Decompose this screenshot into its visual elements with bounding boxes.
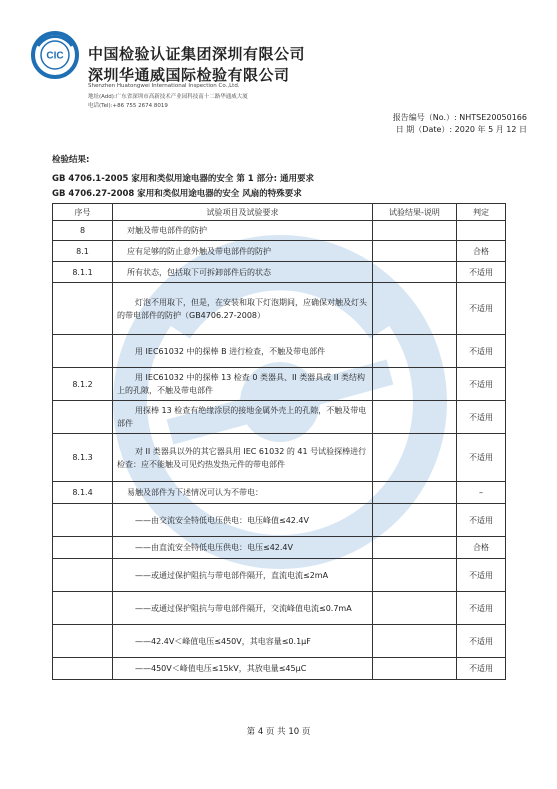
row-item: 所有状态，包括取下可拆卸部件后的状态: [113, 262, 373, 283]
table-row: [53, 559, 506, 592]
row-no: [53, 559, 113, 592]
row-judge: 合格: [457, 537, 506, 559]
row-judge: 不适用: [457, 401, 506, 434]
company-name-cn-1: 中国检验认证集团深圳有限公司: [88, 45, 306, 63]
table-row: [53, 335, 506, 368]
standard-2: GB 4706.27-2008 家用和类似用途电器的安全 风扇的特殊要求: [52, 189, 302, 199]
row-judge: 不适用: [457, 368, 506, 401]
company-address: 地址(Add):广东省深圳市高新技术产业园科技南十二路华通威大厦: [88, 94, 248, 100]
row-item: 灯泡不用取下，但是，在安装和取下灯泡期间，应确保对触及灯头的带电部件的防护（GB4706.27-2008）: [113, 283, 373, 335]
row-judge: 不适用: [457, 434, 506, 482]
row-result: [373, 559, 457, 592]
row-result: [373, 658, 457, 680]
company-name-cn-2: 深圳华通威国际检验有限公司: [88, 66, 290, 84]
table-row: [53, 221, 506, 241]
row-item: 对触及带电部件的防护: [113, 221, 373, 241]
standard-1: GB 4706.1-2005 家用和类似用途电器的安全 第 1 部分: 通用要求: [52, 174, 315, 184]
row-item: ——或通过保护阻抗与带电部件隔开，直流电流≤2mA: [113, 559, 373, 592]
row-judge: 不适用: [457, 559, 506, 592]
row-judge: [457, 221, 506, 241]
row-result: [373, 283, 457, 335]
row-item: 对 II 类器具以外的其它器具用 IEC 61032 的 41 号试验探棒进行检查：应不能触及可见灼热发热元件的带电部件: [113, 434, 373, 482]
row-result: [373, 335, 457, 368]
section-title: 检验结果:: [52, 155, 90, 165]
row-judge: 不适用: [457, 335, 506, 368]
header-judge: 判定: [457, 204, 506, 221]
table-row: [53, 401, 506, 434]
results-table: [52, 203, 506, 680]
header-no: 序号: [53, 204, 113, 221]
company-tel: 电话(Tel):+86 755 2674 8019: [88, 103, 168, 109]
row-result: [373, 482, 457, 504]
table-row: [53, 241, 506, 262]
row-result: [373, 504, 457, 537]
row-item: 易触及部件为下述情况可认为不带电：: [113, 482, 373, 504]
report-date: 日 期（Date）: 2020 年 5 月 12 日: [395, 125, 527, 134]
row-no: 8.1.1: [53, 262, 113, 283]
table-row: [53, 368, 506, 401]
row-no: 8.1.3: [53, 434, 113, 482]
row-no: [53, 401, 113, 434]
row-judge: 不适用: [457, 283, 506, 335]
row-no: [53, 537, 113, 559]
table-header-row: [53, 204, 506, 221]
table-row: [53, 592, 506, 625]
row-no: [53, 504, 113, 537]
row-judge: 不适用: [457, 592, 506, 625]
row-item: 用 IEC61032 中的探棒 13 检查 0 类器具、II 类器具或 II 类结构上的孔隙，不触及带电部件: [113, 368, 373, 401]
row-judge: 不适用: [457, 504, 506, 537]
row-no: [53, 335, 113, 368]
row-judge: 不适用: [457, 625, 506, 658]
row-result: [373, 401, 457, 434]
cic-logo-icon: [30, 30, 80, 80]
row-no: 8.1.4: [53, 482, 113, 504]
header-item: 试验项目及试验要求: [113, 204, 373, 221]
table-row: [53, 625, 506, 658]
row-result: [373, 262, 457, 283]
row-result: [373, 368, 457, 401]
row-judge: –: [457, 482, 506, 504]
row-no: 8: [53, 221, 113, 241]
table-row: [53, 658, 506, 680]
row-no: 8.1: [53, 241, 113, 262]
row-result: [373, 592, 457, 625]
row-no: [53, 625, 113, 658]
row-result: [373, 221, 457, 241]
row-item: ——42.4V＜峰值电压≤450V，其电容量≤0.1μF: [113, 625, 373, 658]
row-result: [373, 537, 457, 559]
header-result: 试验结果-说明: [373, 204, 457, 221]
row-item: 用探棒 13 检查有绝缘涂层的接地金属外壳上的孔隙，不触及带电部件: [113, 401, 373, 434]
row-judge: 不适用: [457, 658, 506, 680]
table-row: [53, 262, 506, 283]
table-row: [53, 283, 506, 335]
row-judge: 不适用: [457, 262, 506, 283]
row-item: ——由交流安全特低电压供电：电压峰值≤42.4V: [113, 504, 373, 537]
row-item: ——由直流安全特低电压供电：电压≤42.4V: [113, 537, 373, 559]
row-item: ——450V＜峰值电压≤15kV，其放电量≤45μC: [113, 658, 373, 680]
page-footer: 第 4 页 共 10 页: [246, 727, 311, 737]
row-no: [53, 658, 113, 680]
company-name-en: Shenzhen Huatongwei International Inspection Co.,Ltd.: [88, 83, 240, 89]
row-result: [373, 241, 457, 262]
report-number: 报告编号（No.）: NHTSE20050166: [392, 113, 527, 122]
row-no: [53, 592, 113, 625]
row-result: [373, 434, 457, 482]
row-item: 用 IEC61032 中的探棒 B 进行检查，不触及带电部件: [113, 335, 373, 368]
row-judge: 合格: [457, 241, 506, 262]
table-row: [53, 504, 506, 537]
row-item: ——或通过保护阻抗与带电部件隔开，交流峰值电流≤0.7mA: [113, 592, 373, 625]
row-item: 应有足够的防止意外触及带电部件的防护: [113, 241, 373, 262]
row-result: [373, 625, 457, 658]
table-row: [53, 537, 506, 559]
row-no: 8.1.2: [53, 368, 113, 401]
logo-text: CIC: [46, 50, 64, 62]
row-no: [53, 283, 113, 335]
table-row: [53, 434, 506, 482]
table-row: [53, 482, 506, 504]
